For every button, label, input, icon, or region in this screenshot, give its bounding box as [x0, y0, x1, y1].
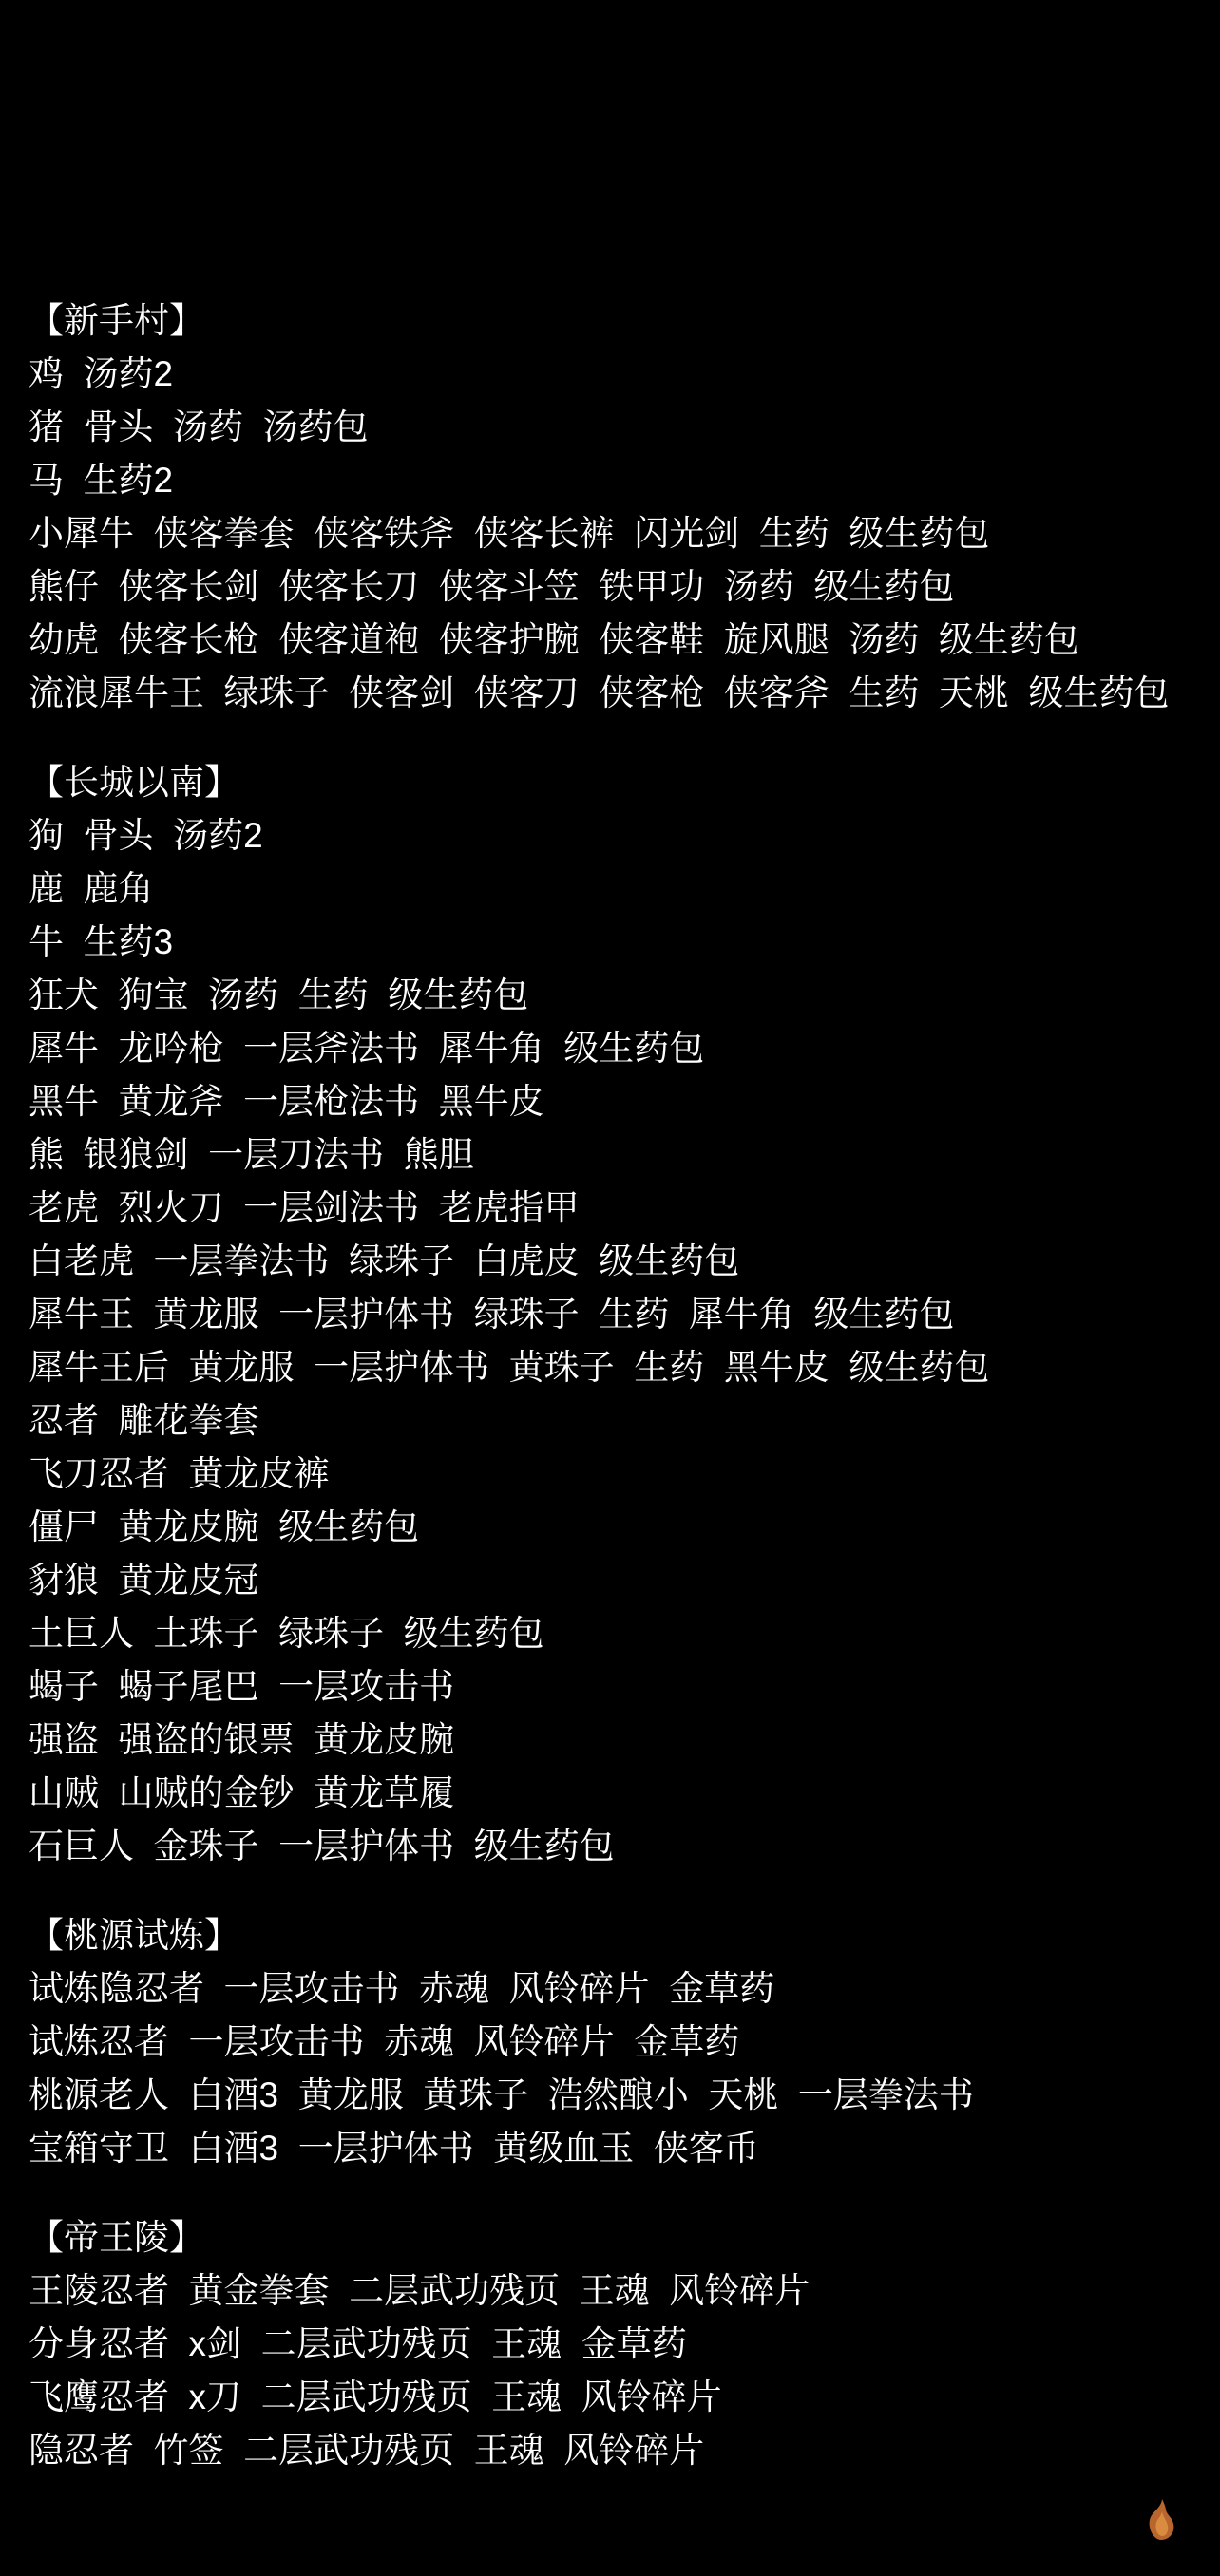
list-item: 僵尸 黄龙皮腕 级生药包 [29, 1507, 420, 1546]
section-title: 【新手村】 [29, 301, 204, 340]
list-item: 老虎 烈火刀 一层剑法书 老虎指甲 [29, 1188, 580, 1227]
section-title: 【帝王陵】 [29, 2218, 204, 2257]
list-item: 狗 骨头 汤药2 [29, 816, 263, 855]
section-block [29, 756, 1191, 1873]
list-item: 试炼忍者 一层攻击书 赤魂 风铃碎片 金草药 [29, 2022, 740, 2061]
section-title: 【桃源试炼】 [29, 1916, 239, 1955]
section-block [29, 294, 1191, 720]
list-item: 石巨人 金珠子 一层护体书 级生药包 [29, 1827, 615, 1866]
list-item: 桃源老人 白酒3 黄龙服 黄珠子 浩然酿小 天桃 一层拳法书 [29, 2075, 974, 2114]
list-item: 试炼隐忍者 一层攻击书 赤魂 风铃碎片 金草药 [29, 1969, 775, 2008]
section-block [29, 1909, 1191, 2175]
list-item: 蝎子 蝎子尾巴 一层攻击书 [29, 1667, 455, 1706]
list-item: 小犀牛 侠客拳套 侠客铁斧 侠客长裤 闪光剑 生药 级生药包 [29, 514, 990, 553]
list-item: 飞刀忍者 黄龙皮裤 [29, 1454, 330, 1493]
section-block [29, 2211, 1191, 2477]
list-item: 王陵忍者 黄金拳套 二层武功残页 王魂 风铃碎片 [29, 2271, 810, 2310]
list-item: 马 生药2 [29, 461, 174, 500]
list-item: 土巨人 土珠子 绿珠子 级生药包 [29, 1614, 544, 1653]
list-item: 熊仔 侠客长剑 侠客长刀 侠客斗笠 铁甲功 汤药 级生药包 [29, 567, 955, 606]
list-item: 犀牛王后 黄龙服 一层护体书 黄珠子 生药 黑牛皮 级生药包 [29, 1348, 990, 1387]
list-item: 鸡 汤药2 [29, 354, 174, 393]
list-item: 强盗 强盗的银票 黄龙皮腕 [29, 1720, 455, 1759]
list-item: 宝箱守卫 白酒3 一层护体书 黄级血玉 侠客币 [29, 2129, 759, 2168]
list-item: 猪 骨头 汤药 汤药包 [29, 407, 369, 446]
list-item: 犀牛 龙吟枪 一层斧法书 犀牛角 级生药包 [29, 1029, 705, 1068]
list-item: 山贼 山贼的金钞 黄龙草履 [29, 1773, 455, 1812]
list-item: 鹿 鹿角 [29, 869, 154, 908]
list-item: 幼虎 侠客长枪 侠客道袍 侠客护腕 侠客鞋 旋风腿 汤药 级生药包 [29, 620, 1079, 659]
list-item: 豺狼 黄龙皮冠 [29, 1561, 259, 1600]
list-item: 牛 生药3 [29, 922, 174, 961]
section-title: 【长城以南】 [29, 763, 239, 802]
list-item: 忍者 雕花拳套 [29, 1401, 259, 1440]
list-item: 流浪犀牛王 绿珠子 侠客剑 侠客刀 侠客枪 侠客斧 生药 天桃 级生药包 [29, 673, 1170, 712]
list-item: 熊 银狼剑 一层刀法书 熊胆 [29, 1135, 474, 1174]
list-item: 分身忍者 x剑 二层武功残页 王魂 金草药 [29, 2324, 687, 2363]
list-item: 犀牛王 黄龙服 一层护体书 绿珠子 生药 犀牛角 级生药包 [29, 1295, 955, 1334]
list-item: 飞鹰忍者 x刀 二层武功残页 王魂 风铃碎片 [29, 2377, 722, 2416]
list-item: 狂犬 狗宝 汤药 生药 级生药包 [29, 975, 529, 1014]
list-item: 黑牛 黄龙斧 一层枪法书 黑牛皮 [29, 1082, 544, 1121]
list-item: 隐忍者 竹签 二层武功残页 王魂 风铃碎片 [29, 2431, 705, 2470]
flame-watermark-icon [1140, 2498, 1180, 2542]
list-item: 白老虎 一层拳法书 绿珠子 白虎皮 级生药包 [29, 1241, 740, 1280]
